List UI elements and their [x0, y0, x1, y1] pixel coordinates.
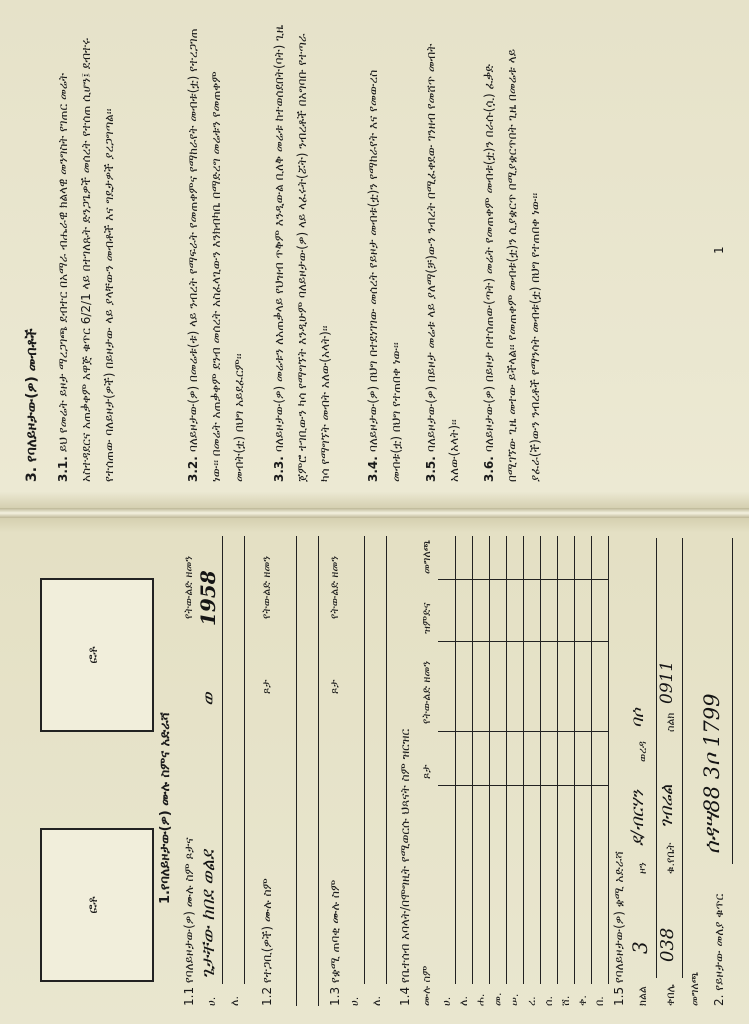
row-label: ለ.	[228, 996, 241, 1006]
paragraph-number: 3.2.	[186, 456, 200, 482]
paragraph-number: 3.6.	[482, 456, 496, 482]
family-column-divider	[438, 579, 608, 580]
underline	[222, 536, 223, 984]
family-row-label: ሰ.	[542, 996, 555, 1006]
family-row-line	[557, 536, 558, 984]
address-remark-label: መግለጫ	[688, 971, 701, 1006]
photo-label: ፎቶ	[86, 646, 101, 664]
underline	[386, 536, 387, 984]
family-column-divider	[438, 641, 608, 642]
address-zone-label: ዞን	[636, 862, 649, 874]
address-kebele-label: ቀበሌ	[664, 984, 677, 1006]
underline	[244, 536, 245, 984]
handwritten-region: 3	[628, 941, 652, 954]
paragraph-text: ባለይዞታው(ዎ) መሬቱን ለአጠቃላይ የህዝብ ጥቅም እንዲውል ቢለቅ መሬቱ ከተወሰደበት(ባት) ጊዜ ጀምሮ ተገቢውን ካሳ የማግኘት እንዲሁም ባለይዞታው(ዎ) ላይ ላፈሩት(ሯት) ንብረቶች በአግባቡ የተጣራ ካሳ የማግኘት መብት አለው(አላት)፡፡	[272, 25, 332, 482]
paragraph-text: ባለይዞታው(ዎ) በይዞታ መሬቱ ላይ ያለማ(ቻ)ውን ንብረት በሚፈቀደው ገንዘብ የመሸጥ መብት አለው(አላት)፡፡	[424, 43, 461, 482]
family-row-line	[523, 536, 524, 984]
handwritten-owner-sex: ወ	[198, 692, 219, 706]
rights-paragraph	[478, 22, 547, 482]
paragraph-number: 3.3.	[272, 456, 286, 482]
family-row-line	[608, 536, 609, 984]
handwritten-kebele: 038	[657, 927, 678, 962]
family-row-line	[472, 536, 473, 984]
column-birth-year: የትውልድ ዘመን	[420, 660, 433, 724]
column-sex: ጾታ	[328, 679, 341, 694]
row-label: ለ.	[370, 996, 383, 1006]
row-label: ሀ.	[348, 996, 361, 1006]
family-row-line	[591, 536, 592, 984]
handwritten-owner-year: 1958	[196, 570, 220, 626]
photo-box	[40, 828, 154, 982]
question-1-1: 1.1 የባለይዞታው(ዎ) ሙሉ ስም ጾታና	[182, 837, 196, 1006]
question-1-4: 1.4 የቤተሰብ አባላት/በሞግዚት የሚወርሱ ህጻናት ስም ዝርዝር	[398, 728, 412, 1006]
section-1-title: 1.የባለይዞታው(ዎ) ሙሉ ስምና አድራሻ	[158, 712, 173, 904]
family-row-line	[489, 536, 490, 984]
family-row-label: በ.	[593, 996, 606, 1006]
family-row-line	[540, 536, 541, 984]
underline	[364, 536, 365, 984]
column-sex: ጾታ	[260, 679, 273, 694]
column-sex: ጾታ	[420, 764, 433, 779]
question-2: 2. የይዞታው መለያ ቁጥር	[712, 893, 726, 1006]
handwritten-parcel-id: ሰዳሣ88 3ቦ 1799	[700, 693, 724, 854]
photo-label: ፎቶ	[86, 896, 101, 914]
question-1-2: 1.2 የተጋቢ(ዎች) ሙሉ ስም	[260, 878, 274, 1006]
handwritten-owner-name: ጌታቸው ከበደ ወልደ	[198, 850, 219, 979]
rights-paragraph	[268, 22, 337, 482]
question-1-5: 1.5 የባለይዞታው(ዎ) ቋሚ አድራሻ	[612, 851, 626, 1006]
paragraph-text: ባለይዞታው(ዎ) በህግ በተደነገገው መሰረት የይዞታ መብቱ(ቷ)ን የማከራየት እና የመውረስ መብቱ(ቷ) በህግ የተጠበቀ ነው፡፡	[366, 69, 403, 482]
column-remark: መግለጫ	[420, 539, 433, 574]
family-row-label: ረ.	[525, 996, 538, 1006]
paragraph-number: 3.4.	[366, 456, 380, 482]
question-1-3: 1.3 የቋሚ ጠባቂ ሙሉ ስም	[328, 879, 342, 1006]
form-page	[0, 516, 749, 1024]
column-relation: ዝምድና	[420, 602, 433, 634]
address-phone-label: ስልክ	[664, 712, 677, 732]
underline	[682, 538, 683, 978]
rights-paragraph	[362, 22, 408, 482]
photo-box	[40, 578, 154, 732]
family-row-label: ሠ.	[508, 993, 521, 1006]
address-woreda-label: ወረዳ	[636, 741, 649, 762]
paragraph-number: 3.5.	[424, 456, 438, 482]
address-house-label: ቁ.የቤት	[664, 842, 677, 874]
paragraph-text: ባለይዞታው(ዎ) በይዞታ በተሰጠው(ጣት) መሬት የመጠቀም መብቱ(ቷ)ን በራሱ(ሷ) ፈቃድ በሚገኘው ጊዜ መተው ይችላል፡፡ የመጠቀም መብቱ(ቷ)ን ሲያቋርጥ በሚያቋርጥበት ጊዜ በመሬቱ ላይ ያፈራ(ች)ውን ንብረቶች የማንሳት መብቱ(ቷ) በህግ የተጠበቀ ነው፡፡	[482, 48, 542, 482]
column-birth-year: የትውልድ ዘመን	[182, 555, 195, 619]
family-column-divider	[438, 731, 608, 732]
family-row-line	[455, 536, 456, 984]
underline	[656, 538, 657, 978]
paragraph-text: ይህ የመሬት ይዞታ ማረጋገጫ ደብተር በአማራ ብሔራዊ ክልላዊ መንግስት የገጠር መሬት አስተዳደርና አጠቃቀም አዋጅ ቁጥር 6/2/1 ላይ በተገለጹት ድንጋጌዎች መሰረት የተሰጠ ሲሆን፤ ደብተሩ የተሰጠው ባለይዞታ(ዎች) በይዞታው ላይ ያላቸውን መብቶች እና ግዴታዎች ያረጋግጣል፡፡	[56, 38, 116, 482]
column-birth-year: የትውልድ ዘመን	[260, 555, 273, 619]
family-column-divider	[438, 785, 608, 786]
section-3-title: 3. የባለይዞታው(ዎ) መብቶች	[24, 328, 40, 482]
rights-paragraph	[420, 22, 466, 482]
rights-paragraph	[52, 22, 121, 482]
paragraph-text: ባለይዞታው(ዎ) በመሬቱ(ቱ) ላይ ንብረት የማፍራት የመጠቀምና የማከራየት መብቱ(ቷ) የተረጋገጠ ነው፡፡ በመሬት አጠቃቀም ደንብ መሰረት አስፈላጊውን እንክብካቤ በማድረግ መሬቱን የመጠቀም መብት(ቷ) በህግ አይደፈርም፡፡	[186, 28, 246, 482]
underline	[318, 536, 319, 1006]
row-label: ሀ.	[205, 996, 218, 1006]
address-region-label: ክልል	[636, 986, 649, 1006]
handwritten-phone: 0911	[657, 660, 677, 704]
family-row-label: ቀ.	[576, 995, 589, 1006]
paragraph-number: 3.1.	[56, 456, 70, 482]
underline	[296, 536, 297, 1006]
handwritten-house: ገብሬል	[657, 784, 677, 828]
column-fullname: ሙሉ ስም	[420, 965, 433, 1006]
handwritten-woreda: ባሶ	[628, 708, 648, 728]
column-birth-year: የትውልድ ዘመን	[328, 555, 341, 619]
handwritten-zone: ደ/ብርሃን	[628, 790, 648, 846]
family-row-label: ሸ.	[559, 995, 572, 1006]
family-row-label: ሐ.	[474, 993, 487, 1006]
family-row-line	[506, 536, 507, 984]
family-row-label: ሀ.	[440, 996, 453, 1006]
underline	[732, 538, 733, 864]
family-row-line	[574, 536, 575, 984]
rights-paragraph	[182, 22, 251, 482]
family-row-label: መ.	[491, 992, 504, 1006]
page-number: 1	[712, 246, 726, 254]
family-row-label: ለ.	[457, 996, 470, 1006]
